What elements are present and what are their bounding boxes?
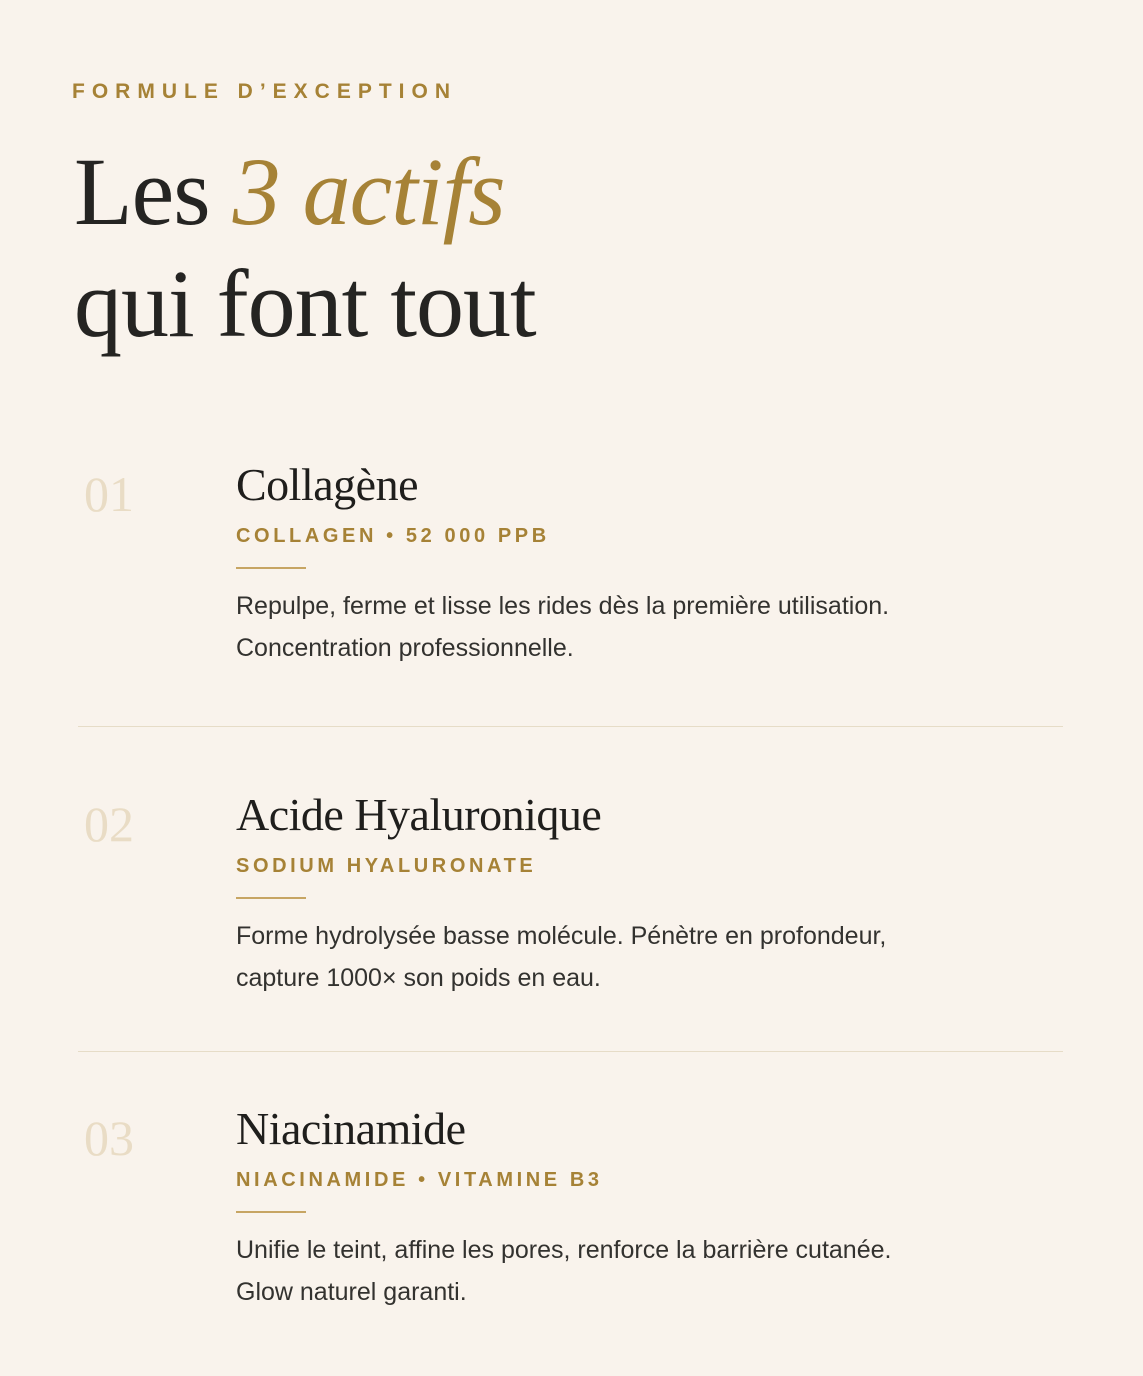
description-line: capture 1000× son poids en eau. (236, 964, 601, 992)
title-part1: Les (74, 138, 233, 245)
description-line: Unifie le teint, affine les pores, renforce la barrière cutanée. (236, 1236, 892, 1264)
section-divider (78, 726, 1063, 727)
ingredient-description (236, 915, 1016, 999)
ingredient-name: Acide Hyaluronique (236, 789, 602, 840)
eyebrow-label: FORMULE D’EXCEPTION (72, 80, 458, 103)
description-line: Repulpe, ferme et lisse les rides dès la première utilisation. (236, 592, 890, 620)
accent-rule (236, 897, 306, 899)
ingredient-number: 01 (84, 466, 134, 522)
title-accent: 3 actifs (232, 138, 505, 245)
ingredient-subtitle: SODIUM HYALURONATE (236, 855, 537, 877)
ingredient-content (236, 1102, 1036, 1313)
section-divider (78, 1051, 1063, 1052)
description-line: Forme hydrolysée basse molécule. Pénètre en profondeur, (236, 922, 887, 950)
accent-rule (236, 1211, 306, 1213)
title-line2: qui font tout (74, 250, 536, 357)
ingredient-content (236, 458, 1036, 669)
description-line: Glow naturel garanti. (236, 1278, 467, 1306)
page-title (74, 136, 536, 360)
accent-rule (236, 567, 306, 569)
ingredient-content (236, 788, 1036, 999)
description-line: Concentration professionnelle. (236, 634, 574, 662)
ingredient-name: Collagène (236, 459, 418, 510)
ingredient-subtitle: NIACINAMIDE • VITAMINE B3 (236, 1169, 603, 1191)
ingredient-description (236, 1229, 1016, 1313)
ingredient-number: 02 (84, 796, 134, 852)
ingredient-number: 03 (84, 1110, 134, 1166)
ingredient-description (236, 585, 1016, 669)
ingredient-name: Niacinamide (236, 1103, 466, 1154)
ingredient-subtitle: COLLAGEN • 52 000 PPB (236, 525, 550, 547)
